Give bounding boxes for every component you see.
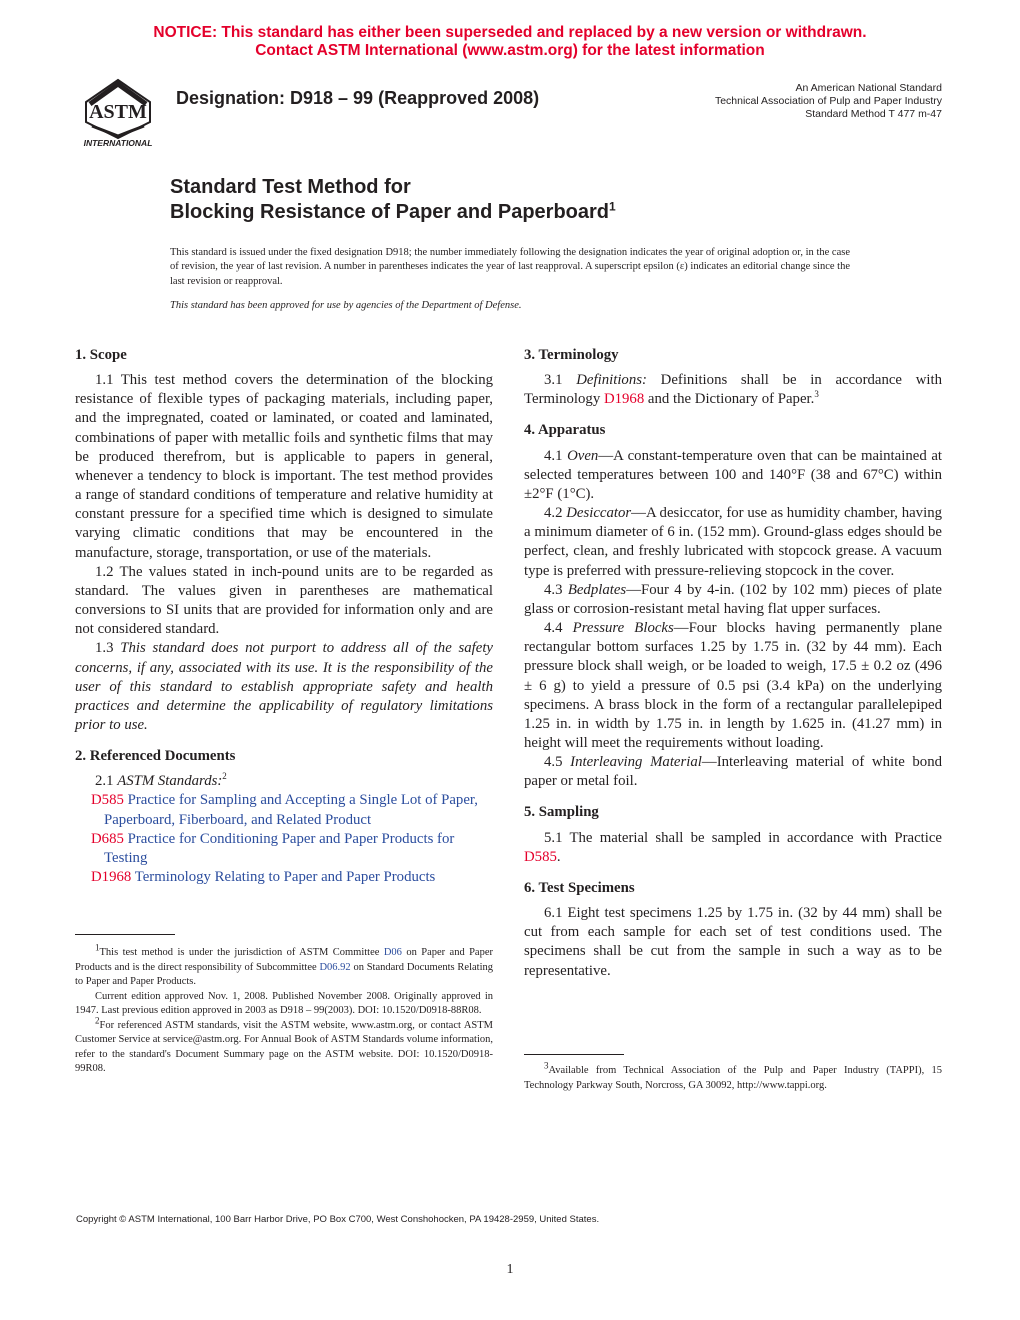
ref-item[interactable] [75,868,493,887]
terminology-heading: 3. Terminology [524,347,619,363]
footnote-2-text: For referenced ASTM standards, visit the ASTM website, www.astm.org, or contact ASTM Customer Service at service@astm.org. For Annual Book of ASTM Standards volume information, refer to the standard's Document Summary page on the ASTM website. DOI: 10.1520/D0918-99R08. [75,1019,493,1074]
footnote-1-mark: 1 [95,942,100,953]
copyright: Copyright © ASTM International, 100 Barr Harbor Drive, PO Box C700, West Conshohocken, PA 19428-2959, United States. [76,1214,600,1225]
para-5-1-text: 5.1 The material shall be sampled in accordance with Practice [544,829,942,846]
para-3-1-num: 3.1 [544,372,563,389]
logo-subtext: INTERNATIONAL [83,138,153,148]
para-6-1: 6.1 Eight test specimens 1.25 by 1.75 in. (32 by 44 mm) shall be cut from each sample for each set of test conditions used. The specimens shall be cut from the sample in such a way as to be representative. [524,905,942,979]
para-4-4-text: —Four blocks having permanently plane rectangular bottom surfaces 1.25 by 1.75 in. (32 by 44 mm). Each pressure block shall weigh, or be loaded to weigh, 17.5 ± 0.2 oz (496 ± 6 g) to yield a pressure of 0.5 psi (3.4 kPa) on the underlying specimens. A brass block in the form of a rectangular parallelepiped 1.25 in. in width by 1.75 in. in length by 1.625 in. (41.27 mm) in height will meet the requirements without loading. [524,620,943,751]
para-4-2-text: —A desiccator, for use as humidity chamber, having a minimum diameter of 6 in. (152 mm). Ground-glass edges should be perfect, clean, and freshly lubricated with stopcock grease. A vacuum type is preferred with pressure-relieving stopcock in the cover. [524,505,942,579]
footnote-1-text-b: on Paper and Paper Products and is the direct responsibility of Subcommittee [75,947,494,973]
para-1-1: 1.1 This test method covers the determination of the blocking resistance of flexible types of packaging materials, including paper, and the impregnated, coated or laminated, or coated and laminated, combinations of paper with metallic foils and synthetic films that may be produced therefrom, but is applicable to papers in general, whenever a tendency to block is important. The test method provides a range of standard conditions of temperature and relative humidity at constant pressure for a specified time which is designed to simulate varying climatic conditions that may be encountered in the manufacture, storage, transportation, or use of the materials. [75,372,493,561]
footnote-1-text-a: This test method is under the jurisdiction of ASTM Committee [99,947,380,958]
para-4-5-text: —Interleaving material of white bond paper or metal foil. [524,754,942,790]
ref-title[interactable]: Terminology Relating to Paper and Paper Products [134,869,436,886]
para-5-1-period: . [556,848,561,865]
definitions-label: Definitions: [576,372,647,389]
subcommittee-link[interactable]: D06.92 [319,961,351,973]
refdocs-heading: 2. Referenced Documents [75,748,236,765]
para-3-1-text-b: and the Dictionary of Paper. [647,391,815,408]
title-line-2: Blocking Resistance of Paper and Paperboard [170,201,610,223]
interleaving-label: Interleaving Material [570,754,702,771]
sampling-heading: 5. Sampling [524,804,599,821]
footnote-3-mark: 3 [814,389,819,400]
notice-line-2: Contact ASTM International (www.astm.org) for the latest information [255,42,765,59]
para-3-1 [524,371,942,409]
ans-block [715,82,942,121]
left-column [75,346,493,887]
ref-item[interactable] [75,830,493,868]
para-1-3 [75,639,493,735]
para-4-4-num: 4.4 [544,620,563,637]
scope-heading: 1. Scope [75,347,127,363]
ref-title[interactable]: Practice for Sampling and Accepting a Single Lot of Paper, Paperboard, Fiberboard, and Related Product [104,792,478,828]
para-4-1-num: 4.1 [544,447,563,464]
para-4-1-text: —A constant-temperature oven that can be maintained at selected temperatures between 100 and 140°F (38 and 67°C) within ±2°F (1°C). [524,447,942,502]
para-2-1 [75,772,493,791]
dod-approval-note: This standard has been approved for use by agencies of the Department of Defense. [170,300,522,311]
committee-link[interactable]: D06 [383,947,402,958]
footnote-2 [75,1015,493,1077]
para-4-2 [524,504,942,581]
para-4-5-num: 4.5 [544,754,563,771]
title-line-1: Standard Test Method for [170,176,411,198]
astm-standards-label: ASTM Standards: [117,773,223,790]
footnote-2-mark: 2 [95,1015,100,1025]
ref-item[interactable] [75,791,493,829]
right-footnotes [524,1060,942,1093]
footnote-rule-left [75,934,175,935]
footnote-rule-right [524,1054,624,1055]
ref-code[interactable]: D1968 [91,869,132,886]
ans-line-1: An American National Standard [795,82,942,94]
footnote-2-mark: 2 [222,771,227,782]
footnote-3 [524,1060,942,1093]
issuance-note: This standard is issued under the fixed designation D918; the number immediately following the designation indicates the year of original adoption or, in the case of revision, the year of last revision. A number in parentheses indicates the year of last reapproval. A superscript epsilon (ε) indicates an editorial change since the last revision or reapproval. [170,247,850,287]
para-3-1-text-a: Definitions shall be in accordance with Terminology [524,372,943,408]
practice-link[interactable]: D585 [524,848,557,865]
ref-title[interactable]: Practice for Conditioning Paper and Paper Products for Testing [104,830,455,866]
para-4-4 [524,619,942,753]
pressure-blocks-label: Pressure Blocks [572,620,674,637]
ans-line-3: Standard Method T 477 m-47 [805,108,942,120]
apparatus-heading: 4. Apparatus [524,422,606,439]
bedplates-label: Bedplates [567,581,627,598]
footnote-1 [75,942,494,990]
footnote-3-mark: 3 [544,1060,549,1071]
ref-code[interactable]: D585 [91,792,124,809]
para-1-3-text: This standard does not purport to address all of the safety concerns, if any, associated with its use. It is the responsibility of the user of this standard to establish appropriate safety and health practices and determine the applicability of regulatory limitations prior to use. [75,640,493,733]
para-4-3-num: 4.3 [544,581,563,598]
desiccator-label: Desiccator [566,505,632,522]
right-column [524,346,942,981]
para-4-5 [524,753,942,791]
para-4-2-num: 4.2 [544,505,563,522]
specimens-heading: 6. Test Specimens [524,879,635,896]
astm-logo [76,76,160,150]
supersede-notice [0,24,1020,60]
ref-code[interactable]: D685 [91,830,124,847]
terminology-link[interactable]: D1968 [603,391,645,408]
oven-label: Oven [567,447,599,464]
notice-line-1: NOTICE: This standard has either been superseded and replaced by a new version or withdrawn. [153,24,867,41]
para-4-1 [524,447,942,504]
para-4-3 [524,581,942,619]
para-1-2: 1.2 The values stated in inch-pound units are to be regarded as standard. The values given in parentheses are mathematical conversions to SI units that are provided for information only and are not considered standard. [75,563,493,638]
ans-line-2: Technical Association of Pulp and Paper Industry [714,95,942,107]
para-5-1 [524,829,942,867]
para-4-3-text: —Four 4 by 4-in. (102 by 102 mm) pieces of plate glass or corrosion-resistant metal having flat upper surfaces. [524,581,942,617]
designation: Designation: D918 – 99 (Reapproved 2008) [176,88,540,108]
para-1-3-num: 1.3 [95,640,114,657]
document-title [170,175,616,225]
title-footnote-mark: 1 [609,199,616,214]
footnote-1-text-c: on Standard Documents Relating to Paper and Paper Products. [75,961,493,987]
para-2-1-num: 2.1 [95,773,114,790]
left-footnotes [75,942,494,1077]
logo-text: ASTM [89,101,147,123]
footnote-3-text: Available from Technical Association of the Pulp and Paper Industry (TAPPI), 15 Technology Parkway South, Norcross, GA 30092, http://www.tappi.org. [524,1065,942,1091]
footnote-1-edition: Current edition approved Nov. 1, 2008. Published November 2008. Originally approved in 1947. Last previous edition approved in 2003 as D918 – 99(2003). DOI: 10.1520/D0918-88R08. [75,990,493,1016]
page-number: 1 [506,1262,514,1277]
